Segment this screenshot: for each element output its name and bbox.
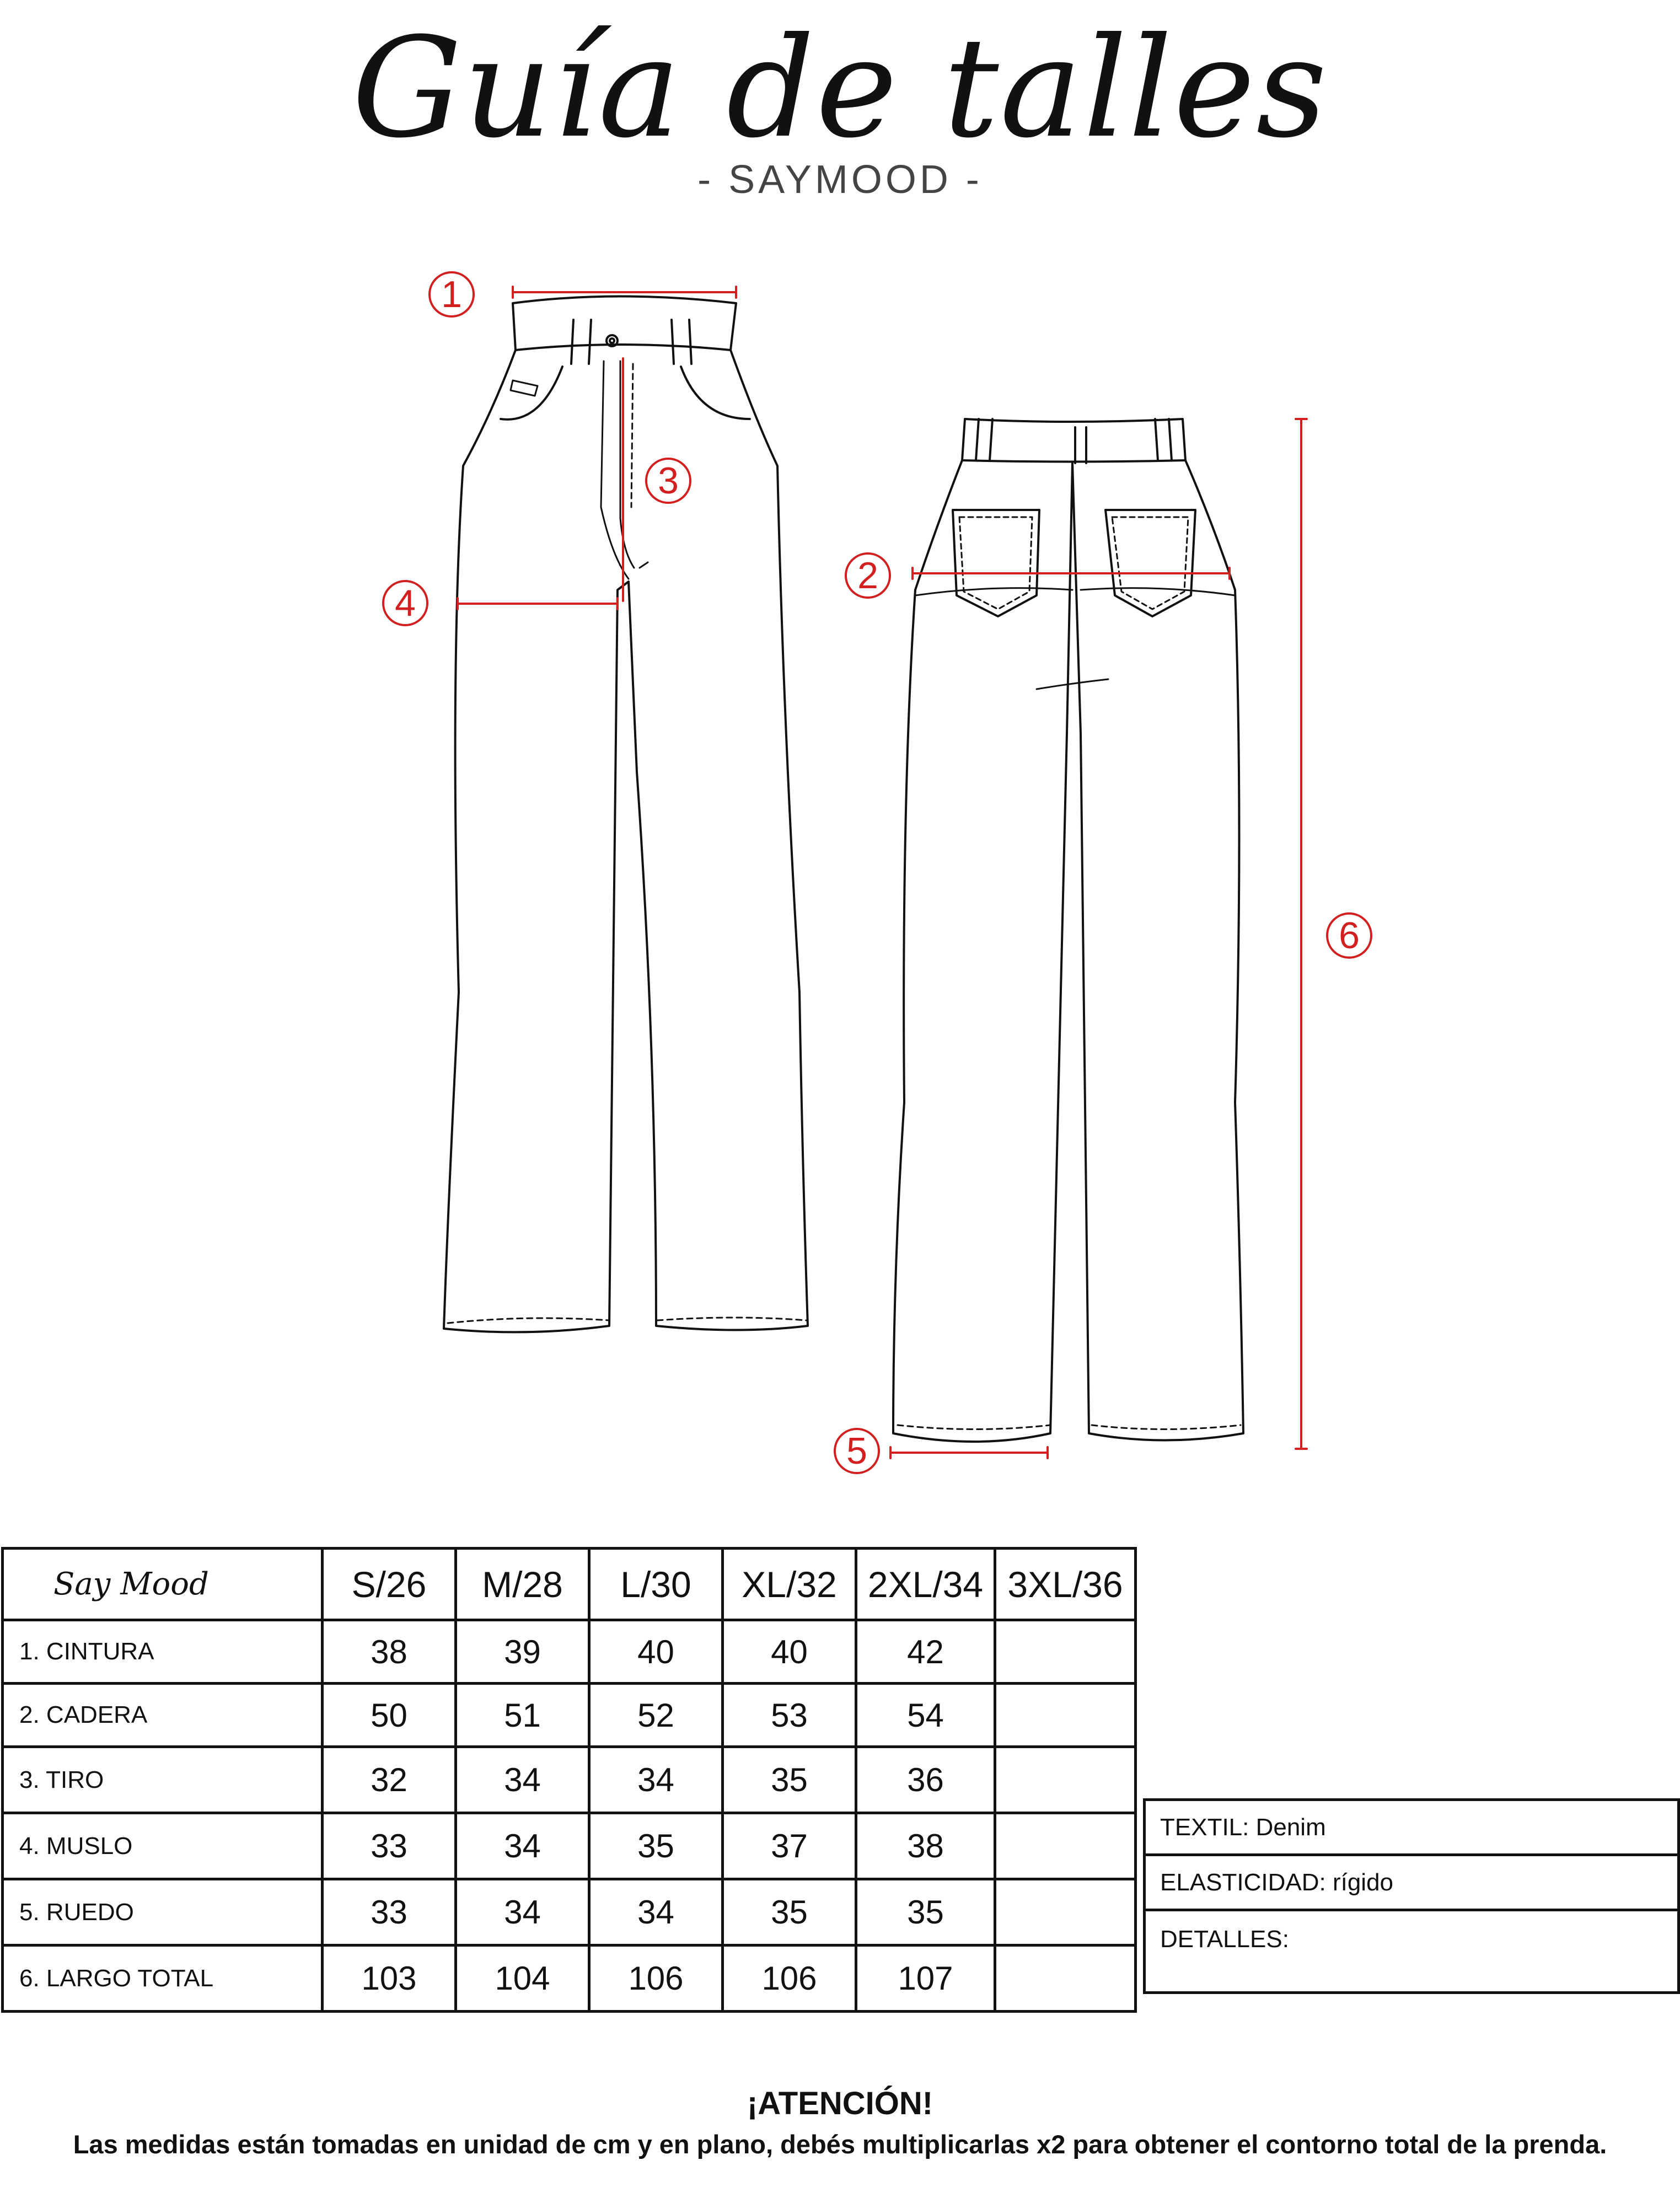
- marker-6: 6: [1326, 912, 1372, 959]
- cell-value: 107: [856, 1946, 995, 2012]
- size-2xl: 2XL/34: [856, 1549, 995, 1620]
- cell-value: 34: [456, 1747, 589, 1813]
- cell-value: 34: [456, 1879, 589, 1946]
- brand-subtitle: - SAYMOOD -: [697, 158, 983, 202]
- fabric-textil: TEXTIL: Denim: [1145, 1800, 1679, 1855]
- cell-value: 34: [456, 1813, 589, 1879]
- cell-value: 106: [723, 1946, 856, 2012]
- fabric-details: DETALLES:: [1145, 1910, 1679, 1993]
- cell-value: 54: [856, 1684, 995, 1747]
- marker-2: 2: [845, 552, 891, 599]
- notice-body: Las medidas están tomadas en unidad de cm y en plano, debés multiplicarlas x2 para obtener el contorno total de la prenda.: [73, 2130, 1607, 2159]
- cell-value: 53: [723, 1684, 856, 1747]
- cell-value: 103: [323, 1946, 456, 2012]
- marker-5: 5: [834, 1428, 880, 1474]
- size-s: S/26: [323, 1549, 456, 1620]
- measure-line-total-length: [1296, 419, 1307, 1449]
- row-label: 2. CADERA: [3, 1684, 323, 1747]
- cell-value: 40: [723, 1620, 856, 1684]
- cell-value: 35: [723, 1879, 856, 1946]
- measure-line-thigh: [458, 598, 618, 609]
- cell-value: 104: [456, 1946, 589, 2012]
- size-l: L/30: [589, 1549, 723, 1620]
- cell-value: 51: [456, 1684, 589, 1747]
- row-label: 3. TIRO: [3, 1747, 323, 1813]
- cell-value: [995, 1879, 1136, 1946]
- cell-value: 35: [856, 1879, 995, 1946]
- cell-value: 36: [856, 1747, 995, 1813]
- table-row: [3, 1946, 1136, 2012]
- cell-value: 40: [589, 1620, 723, 1684]
- cell-value: 52: [589, 1684, 723, 1747]
- cell-value: 39: [456, 1620, 589, 1684]
- table-row: [3, 1747, 1136, 1813]
- row-label: 6. LARGO TOTAL: [3, 1946, 323, 2012]
- row-label: 5. RUEDO: [3, 1879, 323, 1946]
- cell-value: 33: [323, 1879, 456, 1946]
- table-row: [3, 1879, 1136, 1946]
- size-table: [1, 1547, 1137, 2013]
- cell-value: 106: [589, 1946, 723, 2012]
- table-row: [3, 1620, 1136, 1684]
- cell-value: 38: [323, 1620, 456, 1684]
- row-label: 1. CINTURA: [3, 1620, 323, 1684]
- cell-value: 35: [723, 1747, 856, 1813]
- fabric-info-table: [1143, 1798, 1680, 1994]
- measure-line-hem: [890, 1447, 1048, 1458]
- cell-value: [995, 1813, 1136, 1879]
- row-label: 4. MUSLO: [3, 1813, 323, 1879]
- table-row: [3, 1813, 1136, 1879]
- cell-value: 50: [323, 1684, 456, 1747]
- page-title: Guía de talles: [352, 8, 1328, 168]
- cell-value: 42: [856, 1620, 995, 1684]
- size-m: M/28: [456, 1549, 589, 1620]
- fabric-elasticity: ELASTICIDAD: rígido: [1145, 1855, 1679, 1910]
- cell-value: [995, 1747, 1136, 1813]
- cell-value: [995, 1946, 1136, 2012]
- marker-3: 3: [645, 458, 691, 504]
- marker-1: 1: [428, 271, 475, 318]
- cell-value: 38: [856, 1813, 995, 1879]
- cell-value: 33: [323, 1813, 456, 1879]
- size-xl: XL/32: [723, 1549, 856, 1620]
- cell-value: 34: [589, 1747, 723, 1813]
- table-row: [3, 1684, 1136, 1747]
- brand-logo: Say Mood: [53, 1566, 209, 1602]
- marker-4: 4: [382, 580, 428, 626]
- cell-value: [995, 1684, 1136, 1747]
- brand-logo-cell: [3, 1549, 323, 1620]
- cell-value: [995, 1620, 1136, 1684]
- front-pants-drawing: [444, 297, 808, 1332]
- notice-title: ¡ATENCIÓN!: [747, 2086, 933, 2121]
- cell-value: 35: [589, 1813, 723, 1879]
- cell-value: 34: [589, 1879, 723, 1946]
- size-3xl: 3XL/36: [995, 1549, 1136, 1620]
- cell-value: 37: [723, 1813, 856, 1879]
- size-header-row: [3, 1549, 1136, 1620]
- cell-value: 32: [323, 1747, 456, 1813]
